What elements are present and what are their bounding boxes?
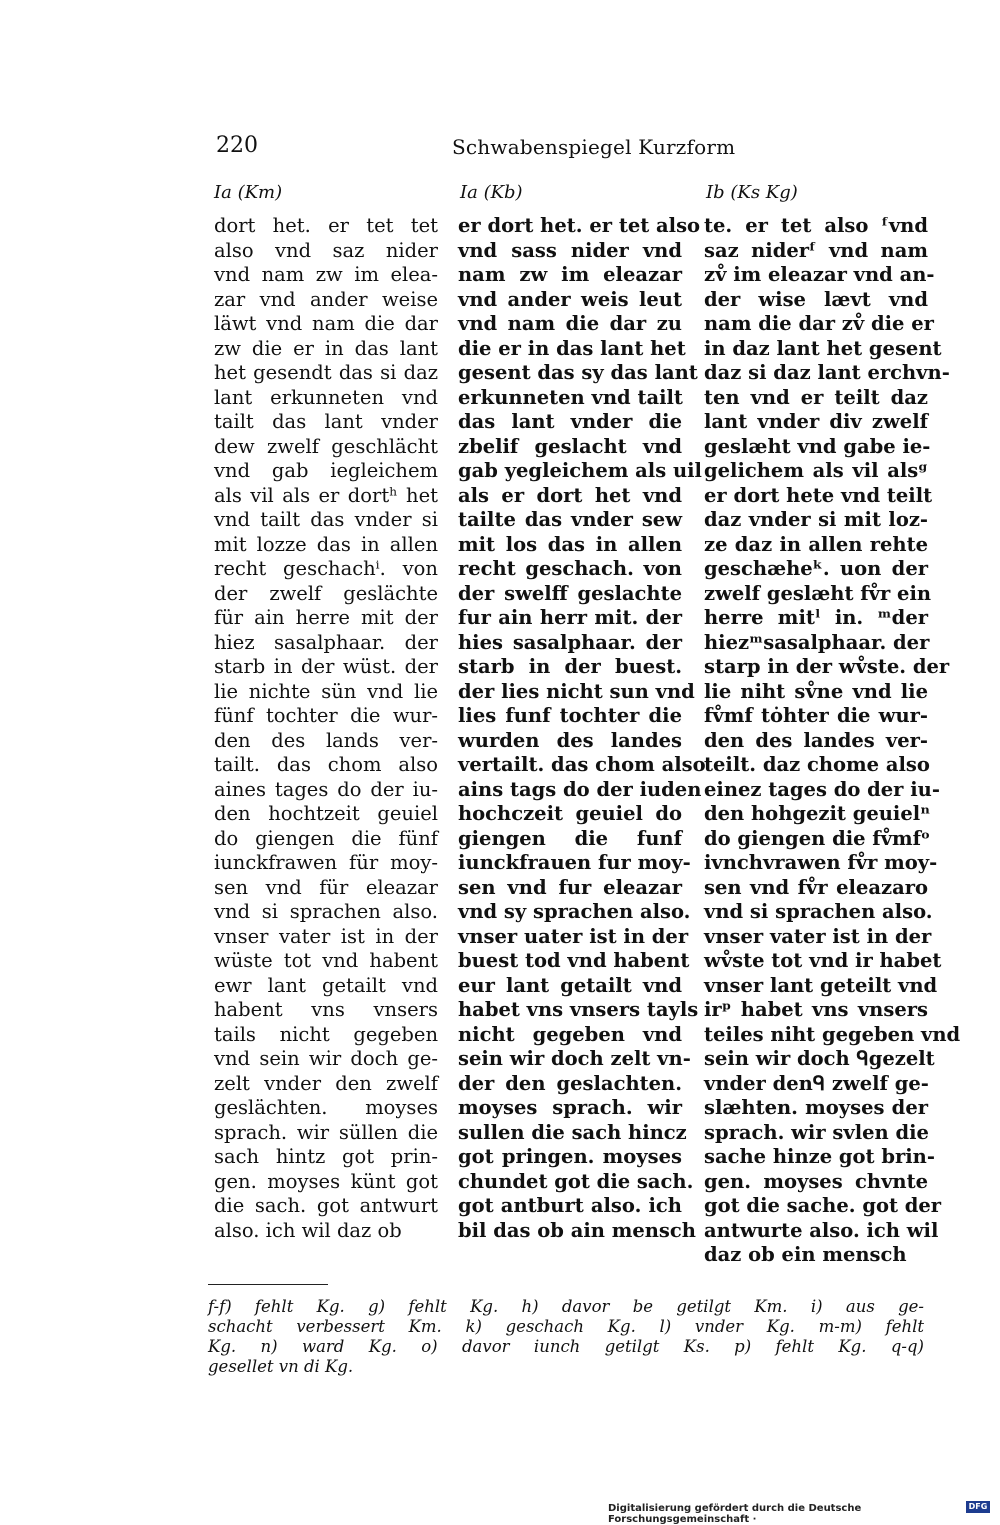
text-line: vnd ander weis leut <box>458 287 682 311</box>
text-line: antwurte also. ich wil <box>704 1218 939 1242</box>
text-line: habet vns vnsers tayls <box>458 998 699 1021</box>
text-line: iunckfrauen fur moy- <box>458 851 691 874</box>
text-line: tails nicht gegeben <box>214 1022 438 1046</box>
text-line: den hochtzeit geuiel <box>214 802 438 825</box>
text-line: buest tod vnd habent <box>458 949 690 972</box>
text-line: in daz lant het gesent <box>704 336 942 360</box>
text-line: iunckfrawen für moy- <box>214 851 438 874</box>
text-line: hiez sasalphaar. der <box>214 630 438 654</box>
text-line: gab yegleichem als uil <box>458 459 702 482</box>
text-line: starb in der buest. <box>458 655 682 678</box>
text-line: giengen die funf <box>458 826 682 850</box>
dfg-logo: DFG <box>966 1501 990 1513</box>
text-line: do giengen die fv̊mfᵒ <box>704 826 931 850</box>
text-line: sach hintz got prin- <box>214 1145 438 1168</box>
text-line: bil das ob ain mensch <box>458 1218 696 1242</box>
text-line: gesent das sy das lant <box>458 361 698 384</box>
text-line: chundet got die sach. <box>458 1169 694 1193</box>
text-line: got die sache. got der <box>704 1194 942 1217</box>
text-line: daz ob ein mensch <box>704 1243 907 1266</box>
text-line: die er in das lant het <box>458 336 686 360</box>
text-line: als er dort het vnd <box>458 483 682 507</box>
text-line: mit los das in allen <box>458 532 682 556</box>
text-line: teiles niht gegeben vnd <box>704 1022 961 1046</box>
text-line: also vnd saz nider <box>214 238 438 262</box>
text-line: daz si daz lant erchvn- <box>704 361 950 384</box>
text-line: slæhten. moyses der <box>704 1096 928 1119</box>
text-line: sen vnd fv̊r eleazaro <box>704 875 928 899</box>
text-line: lies funf tochter die <box>458 704 682 727</box>
text-line: ains tags do der iuden <box>458 777 702 801</box>
text-line: vnder denᑫ zwelf ge- <box>704 1071 929 1095</box>
text-line: te. er tet also ᶠvnd <box>704 214 928 237</box>
text-line: vnd sass nider vnd <box>458 238 682 262</box>
text-line: vnd sein wir doch ge- <box>214 1047 438 1070</box>
text-line: die sach. got antwurt <box>214 1194 438 1217</box>
text-line: geslæht vnd gabe ie- <box>704 434 931 458</box>
text-line: als vil als er dortʰ het <box>214 483 438 507</box>
text-line: gelichem als vil alsᵍ <box>704 459 928 482</box>
text-line: wv̊ste tot vnd ir habet <box>704 949 942 972</box>
text-line: hies sasalphaar. der <box>458 630 682 654</box>
text-line: tailt. das chom also <box>214 753 438 776</box>
column-heading-1: Ia (Km) <box>214 182 283 203</box>
text-line: er dort hete vnd teilt <box>704 483 933 507</box>
text-line: herre mitˡ in. ᵐder <box>704 606 928 629</box>
text-line: nam zw im eleazar <box>458 263 682 286</box>
text-line: also. ich wil daz ob <box>214 1218 402 1242</box>
text-line: vnser uater ist in der <box>458 924 689 948</box>
text-line: saz niderᶠ vnd nam <box>704 238 928 262</box>
text-line: vertailt. das chom also <box>458 753 706 776</box>
text-line: recht geschach. von <box>458 557 682 580</box>
text-line: lant erkunneten vnd <box>214 385 438 409</box>
text-line: sein wir doch ᑫgezelt <box>704 1047 935 1070</box>
text-line: vnd nam zw im elea- <box>214 263 438 286</box>
text-line: lie nichte sün vnd lie <box>214 679 438 703</box>
text-line: läwt vnd nam die dar <box>214 312 438 335</box>
text-line: der den geslachten. <box>458 1071 682 1095</box>
text-line: vnd tailt das vnder si <box>214 508 438 531</box>
text-line: got antburt also. ich <box>458 1194 682 1217</box>
text-line: habent vns vnsers <box>214 998 438 1021</box>
text-line: der wise lævt vnd <box>704 287 928 311</box>
text-line: sprach. wir svlen die <box>704 1120 929 1144</box>
text-line: aines tages do der iu- <box>214 777 438 801</box>
text-line: einez tages do der iu- <box>704 777 940 801</box>
footnote-line: schacht verbessert Km. k) geschach Kg. l) vnder Kg. m-m) fehlt <box>208 1317 924 1336</box>
text-line: sein wir doch zelt vn- <box>458 1047 691 1070</box>
text-line: starb in der wüst. der <box>214 655 438 678</box>
text-line: für ain herre mit der <box>214 606 438 629</box>
text-line: er dort het. er tet also <box>458 214 701 237</box>
text-line: den des landes ver- <box>704 728 928 752</box>
text-line: starp in der wv̊ste. der <box>704 655 950 678</box>
text-line: recht geschachⁱ. von <box>214 557 438 580</box>
text-line: der zwelf geslächte <box>214 581 438 605</box>
text-line: eur lant getailt vnd <box>458 973 682 997</box>
footnote-rule <box>208 1284 328 1285</box>
text-line: gen. moyses künt got <box>214 1169 438 1193</box>
text-line: fur ain herr mit. der <box>458 606 682 629</box>
text-line: vnser lant geteilt vnd <box>704 973 938 997</box>
text-line: vnser vater ist in der <box>214 924 438 948</box>
text-line: mit lozze das in allen <box>214 532 438 556</box>
text-line: moyses sprach. wir <box>458 1096 682 1119</box>
text-line: geslächten. moyses <box>214 1096 438 1119</box>
text-line: vnd gab iegleichem <box>214 459 438 482</box>
text-line: das lant vnder die <box>458 410 682 433</box>
column-heading-3: Ib (Ks Kg) <box>706 182 798 203</box>
text-line: teilt. daz chome also <box>704 753 930 776</box>
text-line: hochczeit geuiel do <box>458 802 682 825</box>
text-line: lie niht sv̊ne vnd lie <box>704 679 928 703</box>
text-line: vnser vater ist in der <box>704 924 932 948</box>
text-line: fv̊mf tȯhter die wur- <box>704 704 928 727</box>
text-line: wüste tot vnd habent <box>214 949 438 972</box>
text-line: zw die er in das lant <box>214 336 438 360</box>
text-line: lant vnder div zwelf <box>704 410 928 433</box>
text-line: erkunneten vnd tailt <box>458 385 683 409</box>
text-column-2 <box>458 214 706 1243</box>
text-line: sache hinze got brin- <box>704 1145 935 1168</box>
text-line: vnd si sprachen also. <box>704 900 933 923</box>
text-line: sen vnd fur eleazar <box>458 875 682 899</box>
text-column-1 <box>214 214 438 1243</box>
text-line: nam die dar zv̊ die er <box>704 312 934 335</box>
footnote-line: gesellet vn di Kg. <box>208 1357 354 1376</box>
text-line: vnd nam die dar zu <box>458 312 682 335</box>
text-line: ten vnd er teilt daz <box>704 385 928 409</box>
text-line: den des lands ver- <box>214 728 438 752</box>
text-line: vnd si sprachen also. <box>214 900 438 923</box>
text-column-3 <box>704 214 961 1268</box>
text-line: ewr lant getailt vnd <box>214 973 438 997</box>
text-line: dort het. er tet tet <box>214 214 438 237</box>
text-line: het gesendt das si daz <box>214 361 438 384</box>
footnote-line: f-f) fehlt Kg. g) fehlt Kg. h) davor be getilgt Km. i) aus ge- <box>208 1297 924 1316</box>
text-line: zar vnd ander weise <box>214 287 438 311</box>
text-line: ze daz in allen rehte <box>704 532 928 556</box>
text-line: zwelf geslæht fv̊r ein <box>704 581 932 605</box>
text-line: tailte das vnder sew <box>458 508 682 531</box>
text-line: tailt das lant vnder <box>214 410 438 433</box>
footnotes <box>208 1297 924 1377</box>
digitization-credit: Digitalisierung gefördert durch die Deutsche Forschungsgemeinschaft · <box>608 1503 862 1525</box>
text-line: sullen die sach hincz <box>458 1120 687 1144</box>
text-line: dew zwelf geschlächt <box>214 434 438 458</box>
text-line: den hohgezit geuielⁿ <box>704 802 931 825</box>
text-line: ivnchvrawen fv̊r moy- <box>704 851 938 874</box>
text-line: zbelif geslacht vnd <box>458 434 682 458</box>
text-line: vnd sy sprachen also. <box>458 900 691 923</box>
footnote-line: Kg. n) ward Kg. o) davor iunch getilgt Ks. p) fehlt Kg. q-q) <box>208 1337 924 1356</box>
text-line: gen. moyses chvnte <box>704 1169 928 1193</box>
text-line: hiezᵐsasalphaar. der <box>704 630 930 654</box>
text-line: irᵖ habet vns vnsers <box>704 998 928 1021</box>
page-number: 220 <box>216 133 258 158</box>
running-title: Schwabenspiegel Kurzform <box>452 135 736 159</box>
text-line: fünf tochter die wur- <box>214 704 438 727</box>
text-line: sen vnd für eleazar <box>214 875 438 899</box>
text-line: geschæheᵏ. uon der <box>704 557 928 580</box>
text-line: zelt vnder den zwelf <box>214 1071 438 1095</box>
column-heading-2: Ia (Kb) <box>460 182 523 203</box>
text-line: sprach. wir süllen die <box>214 1120 438 1144</box>
text-line: got pringen. moyses <box>458 1145 682 1168</box>
text-line: nicht gegeben vnd <box>458 1022 682 1046</box>
text-line: zv̊ im eleazar vnd an- <box>704 263 935 286</box>
text-line: wurden des landes <box>458 728 682 752</box>
text-line: daz vnder si mit loz- <box>704 508 928 531</box>
text-line: der swelff geslachte <box>458 581 682 605</box>
text-line: der lies nicht sun vnd <box>458 679 695 703</box>
text-line: do giengen die fünf <box>214 826 438 850</box>
